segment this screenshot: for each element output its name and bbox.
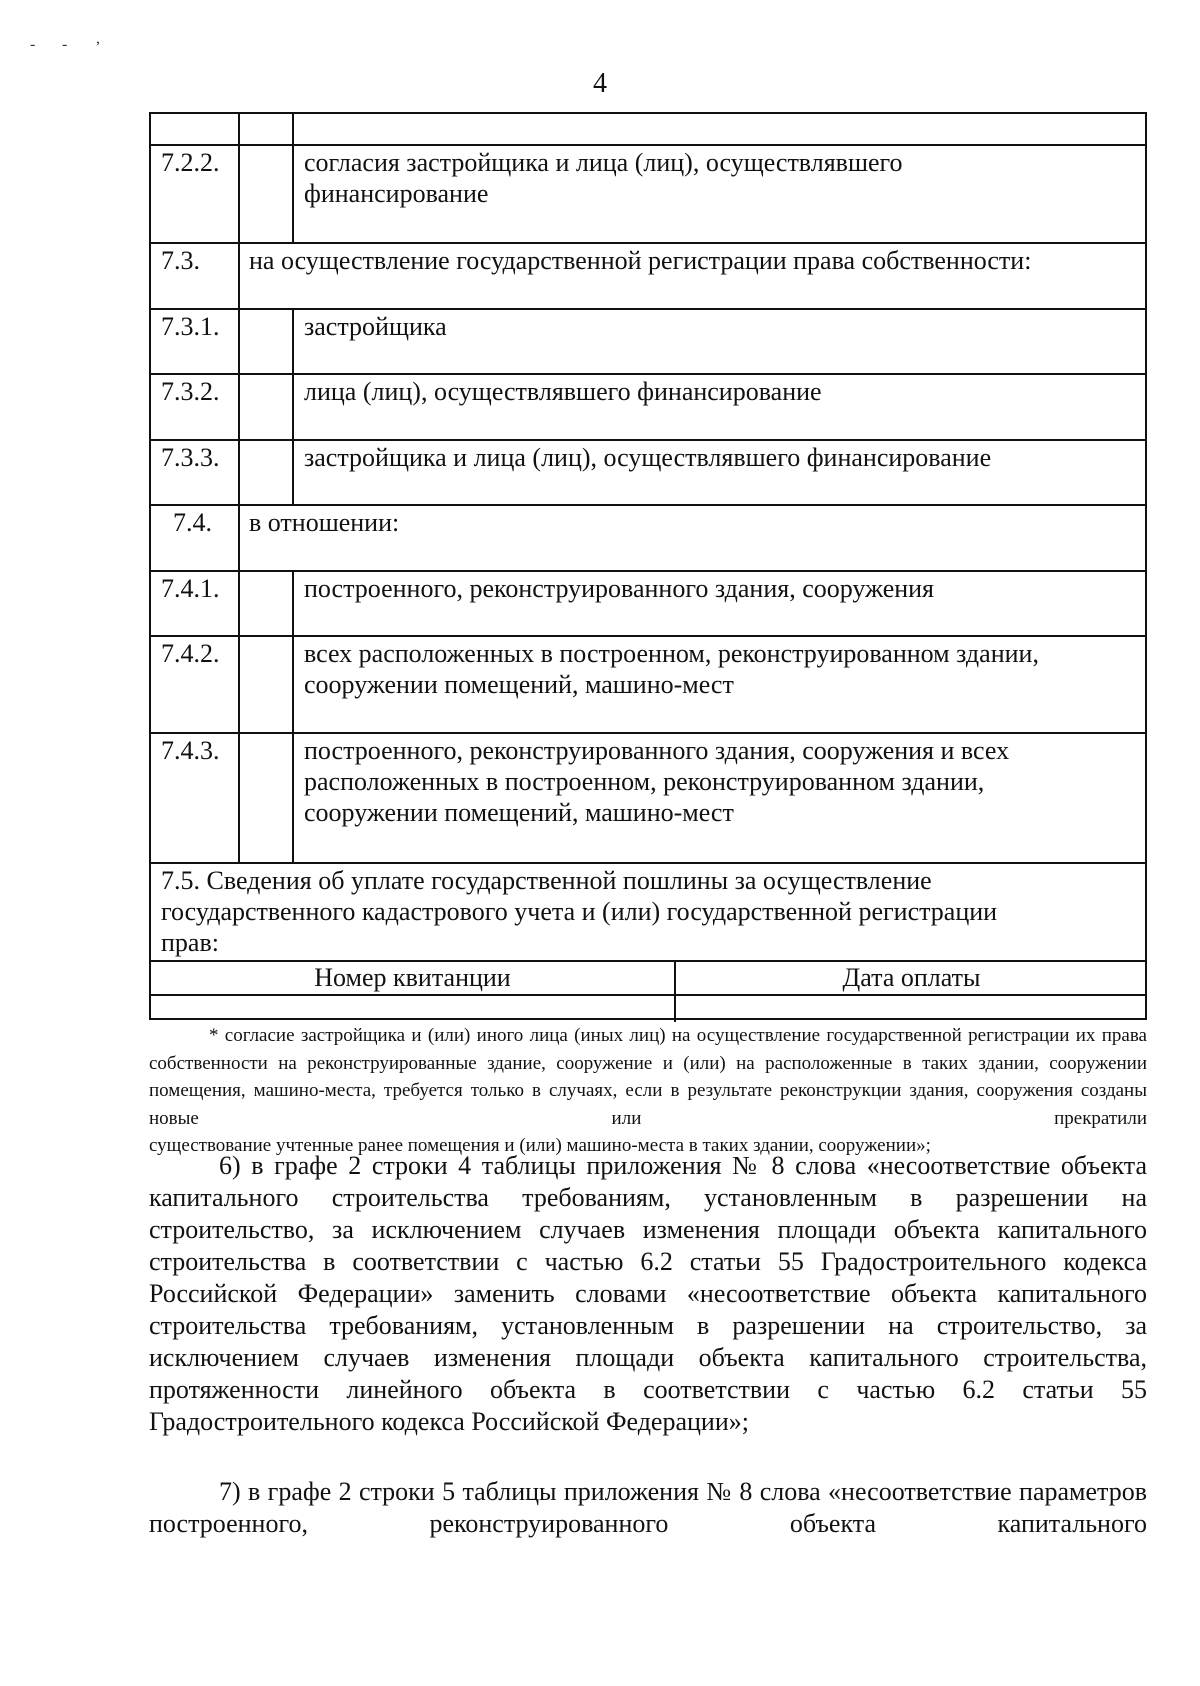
scan-mark-3: , bbox=[96, 30, 100, 47]
scan-mark-1: - bbox=[30, 36, 36, 53]
row-number: 7.4.1. bbox=[161, 574, 220, 603]
footnote-text: * согласие застройщика и (или) иного лица (иных лиц) на осуществление государственной регистрации их права собственности на реконструированные здание, сооружение и (или) на расположенные в таких здании, сооружении помещения, машино-места, требуется только в случаях, если в результате реконструкции здания, сооружения созданы новые или прекратили bbox=[149, 1025, 1147, 1129]
receipt-number-header: Номер квитанции bbox=[314, 963, 511, 992]
row-text: построенного, реконструированного здания, сооружения и всех bbox=[304, 736, 1010, 765]
table-footnote bbox=[149, 1022, 1147, 1160]
row-text: сооружении помещений, машино-мест bbox=[304, 670, 734, 699]
paragraph-6: 6) в графе 2 строки 4 таблицы приложения № 8 слова «несоответствие объекта капитального строительства требованиям, установленным в разрешении на строительство, за исключением случаев изменения площади объекта капитального строительства в соответствии с частью 6.2 статьи 55 Градостроительного кодекса Российской Федерации» заменить словами «несоответствие объекта капитального строительства требованиям, установленным в разрешении на строительство, за исключением случаев изменения площади объекта капитального строительства, протяженности линейного объекта в соответствии с частью 6.2 статьи 55 Градостроительного кодекса Российской Федерации»; bbox=[149, 1151, 1147, 1436]
row-text: застройщика bbox=[304, 312, 447, 341]
row-text: лица (лиц), осуществлявшего финансирование bbox=[304, 377, 822, 406]
receipt-number-cell bbox=[151, 996, 674, 1020]
footnote-last-line: существование учтенные ранее помещения и (или) машино-места в таких здании, сооружении»; bbox=[149, 1135, 931, 1156]
row-text: всех расположенных в построенном, реконструированном здании, bbox=[304, 639, 1039, 668]
paragraph-7: 7) в графе 2 строки 5 таблицы приложения № 8 слова «несоответствие параметров построенного, реконструированного объекта капитального bbox=[149, 1477, 1147, 1538]
row-number: 7.4. bbox=[173, 508, 212, 537]
row-text: сооружении помещений, машино-мест bbox=[304, 798, 734, 827]
row-text: согласия застройщика и лица (лиц), осуществлявшего bbox=[304, 148, 903, 177]
scan-mark-2: - bbox=[62, 36, 68, 53]
row-number: 7.3.1. bbox=[161, 312, 220, 341]
row-number: 7.4.3. bbox=[161, 736, 220, 765]
row-number: 7.3.2. bbox=[161, 377, 220, 406]
row-number: 7.3. bbox=[161, 246, 200, 275]
row-text: расположенных в построенном, реконструированном здании, bbox=[304, 767, 985, 796]
row-text: застройщика и лица (лиц), осуществлявшего финансирование bbox=[304, 443, 992, 472]
row-number: 7.4.2. bbox=[161, 639, 220, 668]
application-form-table bbox=[149, 112, 1147, 1020]
row-number: 7.2.2. bbox=[161, 148, 220, 177]
row-text: в отношении: bbox=[249, 508, 400, 537]
fee-section-text: 7.5. Сведения об уплате государственной пошлины за осуществление bbox=[161, 866, 932, 895]
row-number: 7.3.3. bbox=[161, 443, 220, 472]
payment-date-header: Дата оплаты bbox=[842, 963, 981, 992]
row-text: на осуществление государственной регистрации права собственности: bbox=[249, 246, 1032, 275]
fee-section-text: государственного кадастрового учета и (или) государственной регистрации bbox=[161, 897, 998, 926]
row-text: финансирование bbox=[304, 179, 489, 208]
page-number: 4 bbox=[593, 68, 607, 99]
payment-date-cell bbox=[676, 996, 1147, 1020]
row-text: построенного, реконструированного здания, сооружения bbox=[304, 574, 935, 603]
fee-section-text: прав: bbox=[161, 928, 219, 957]
